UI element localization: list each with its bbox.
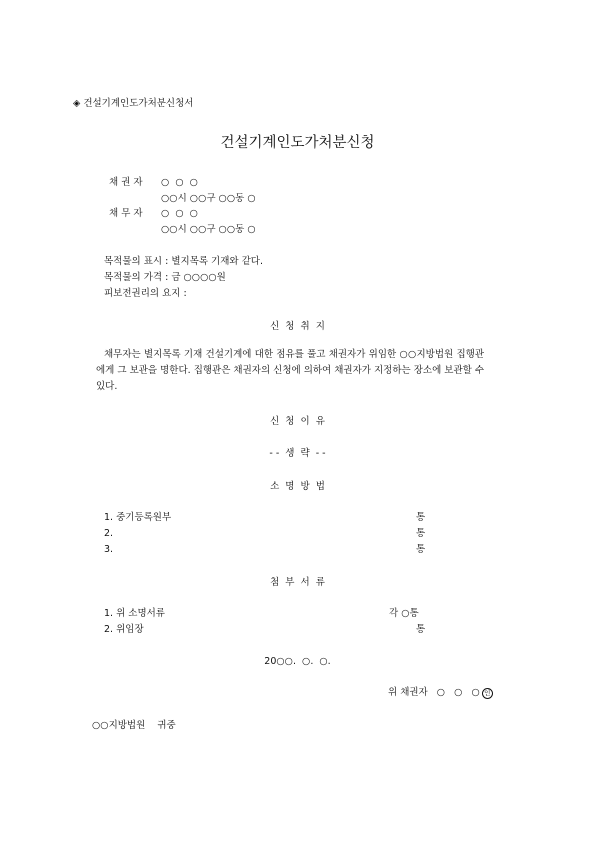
- reason-text: - - 생 략 - -: [269, 448, 326, 459]
- reason-heading: 신 청 이 유: [270, 416, 325, 427]
- evidence-item: 1. 중기등록원부: [104, 512, 172, 523]
- debtor-address: ○○시 ○○구 ○○동 ○: [161, 224, 256, 235]
- filing-date: 20○○. ○. ○.: [264, 656, 331, 667]
- debtor-label: 채 무 자: [109, 208, 143, 219]
- signature-line: [388, 687, 493, 699]
- court-addressee: ○○지방법원 귀중: [92, 720, 176, 731]
- creditor-address: ○○시 ○○구 ○○동 ○: [161, 193, 256, 204]
- evidence-item-unit: 통: [416, 544, 426, 555]
- attachment-item-unit: 각 ○통: [389, 608, 419, 619]
- evidence-item-unit: 통: [416, 528, 426, 539]
- evidence-item-unit: 통: [416, 512, 426, 523]
- attachment-heading: 첨 부 서 류: [270, 577, 325, 588]
- purpose-heading: 신 청 취 지: [270, 321, 325, 332]
- attachment-item: 1. 위 소명서류: [104, 608, 165, 619]
- debtor-name: ○ ○ ○: [161, 208, 198, 219]
- target-value: 목적물의 가격 : 금 ○○○○원: [104, 272, 226, 283]
- creditor-label: 채 권 자: [109, 177, 143, 188]
- attachment-item: 2. 위임장: [104, 624, 144, 635]
- protected-right-summary: 피보전권리의 요지 :: [104, 288, 187, 299]
- attachment-item-unit: 통: [416, 624, 426, 635]
- evidence-item: 2.: [104, 528, 114, 539]
- creditor-name: ○ ○ ○: [161, 177, 198, 188]
- signature-text: 위 채권자 ○ ○ ○: [388, 687, 480, 698]
- document-title: 건설기계인도가처분신청: [220, 135, 375, 151]
- seal-mark: 인: [482, 688, 493, 699]
- evidence-item: 3.: [104, 544, 114, 555]
- target-description: 목적물의 표시 : 별지목록 기재와 같다.: [104, 256, 263, 267]
- document-header-label: ◈ 건설기계인도가처분신청서: [73, 98, 194, 109]
- evidence-heading: 소 명 방 법: [270, 481, 325, 492]
- purpose-text: 채무자는 별지목록 기재 건설기계에 대한 점유를 풀고 채권자가 위임한 ○○지방법원 집행관에게 그 보관을 명한다. 집행관은 채권자의 신청에 의하여 채권자가 지정하는 장소에 보관할 수 있다.: [96, 349, 484, 392]
